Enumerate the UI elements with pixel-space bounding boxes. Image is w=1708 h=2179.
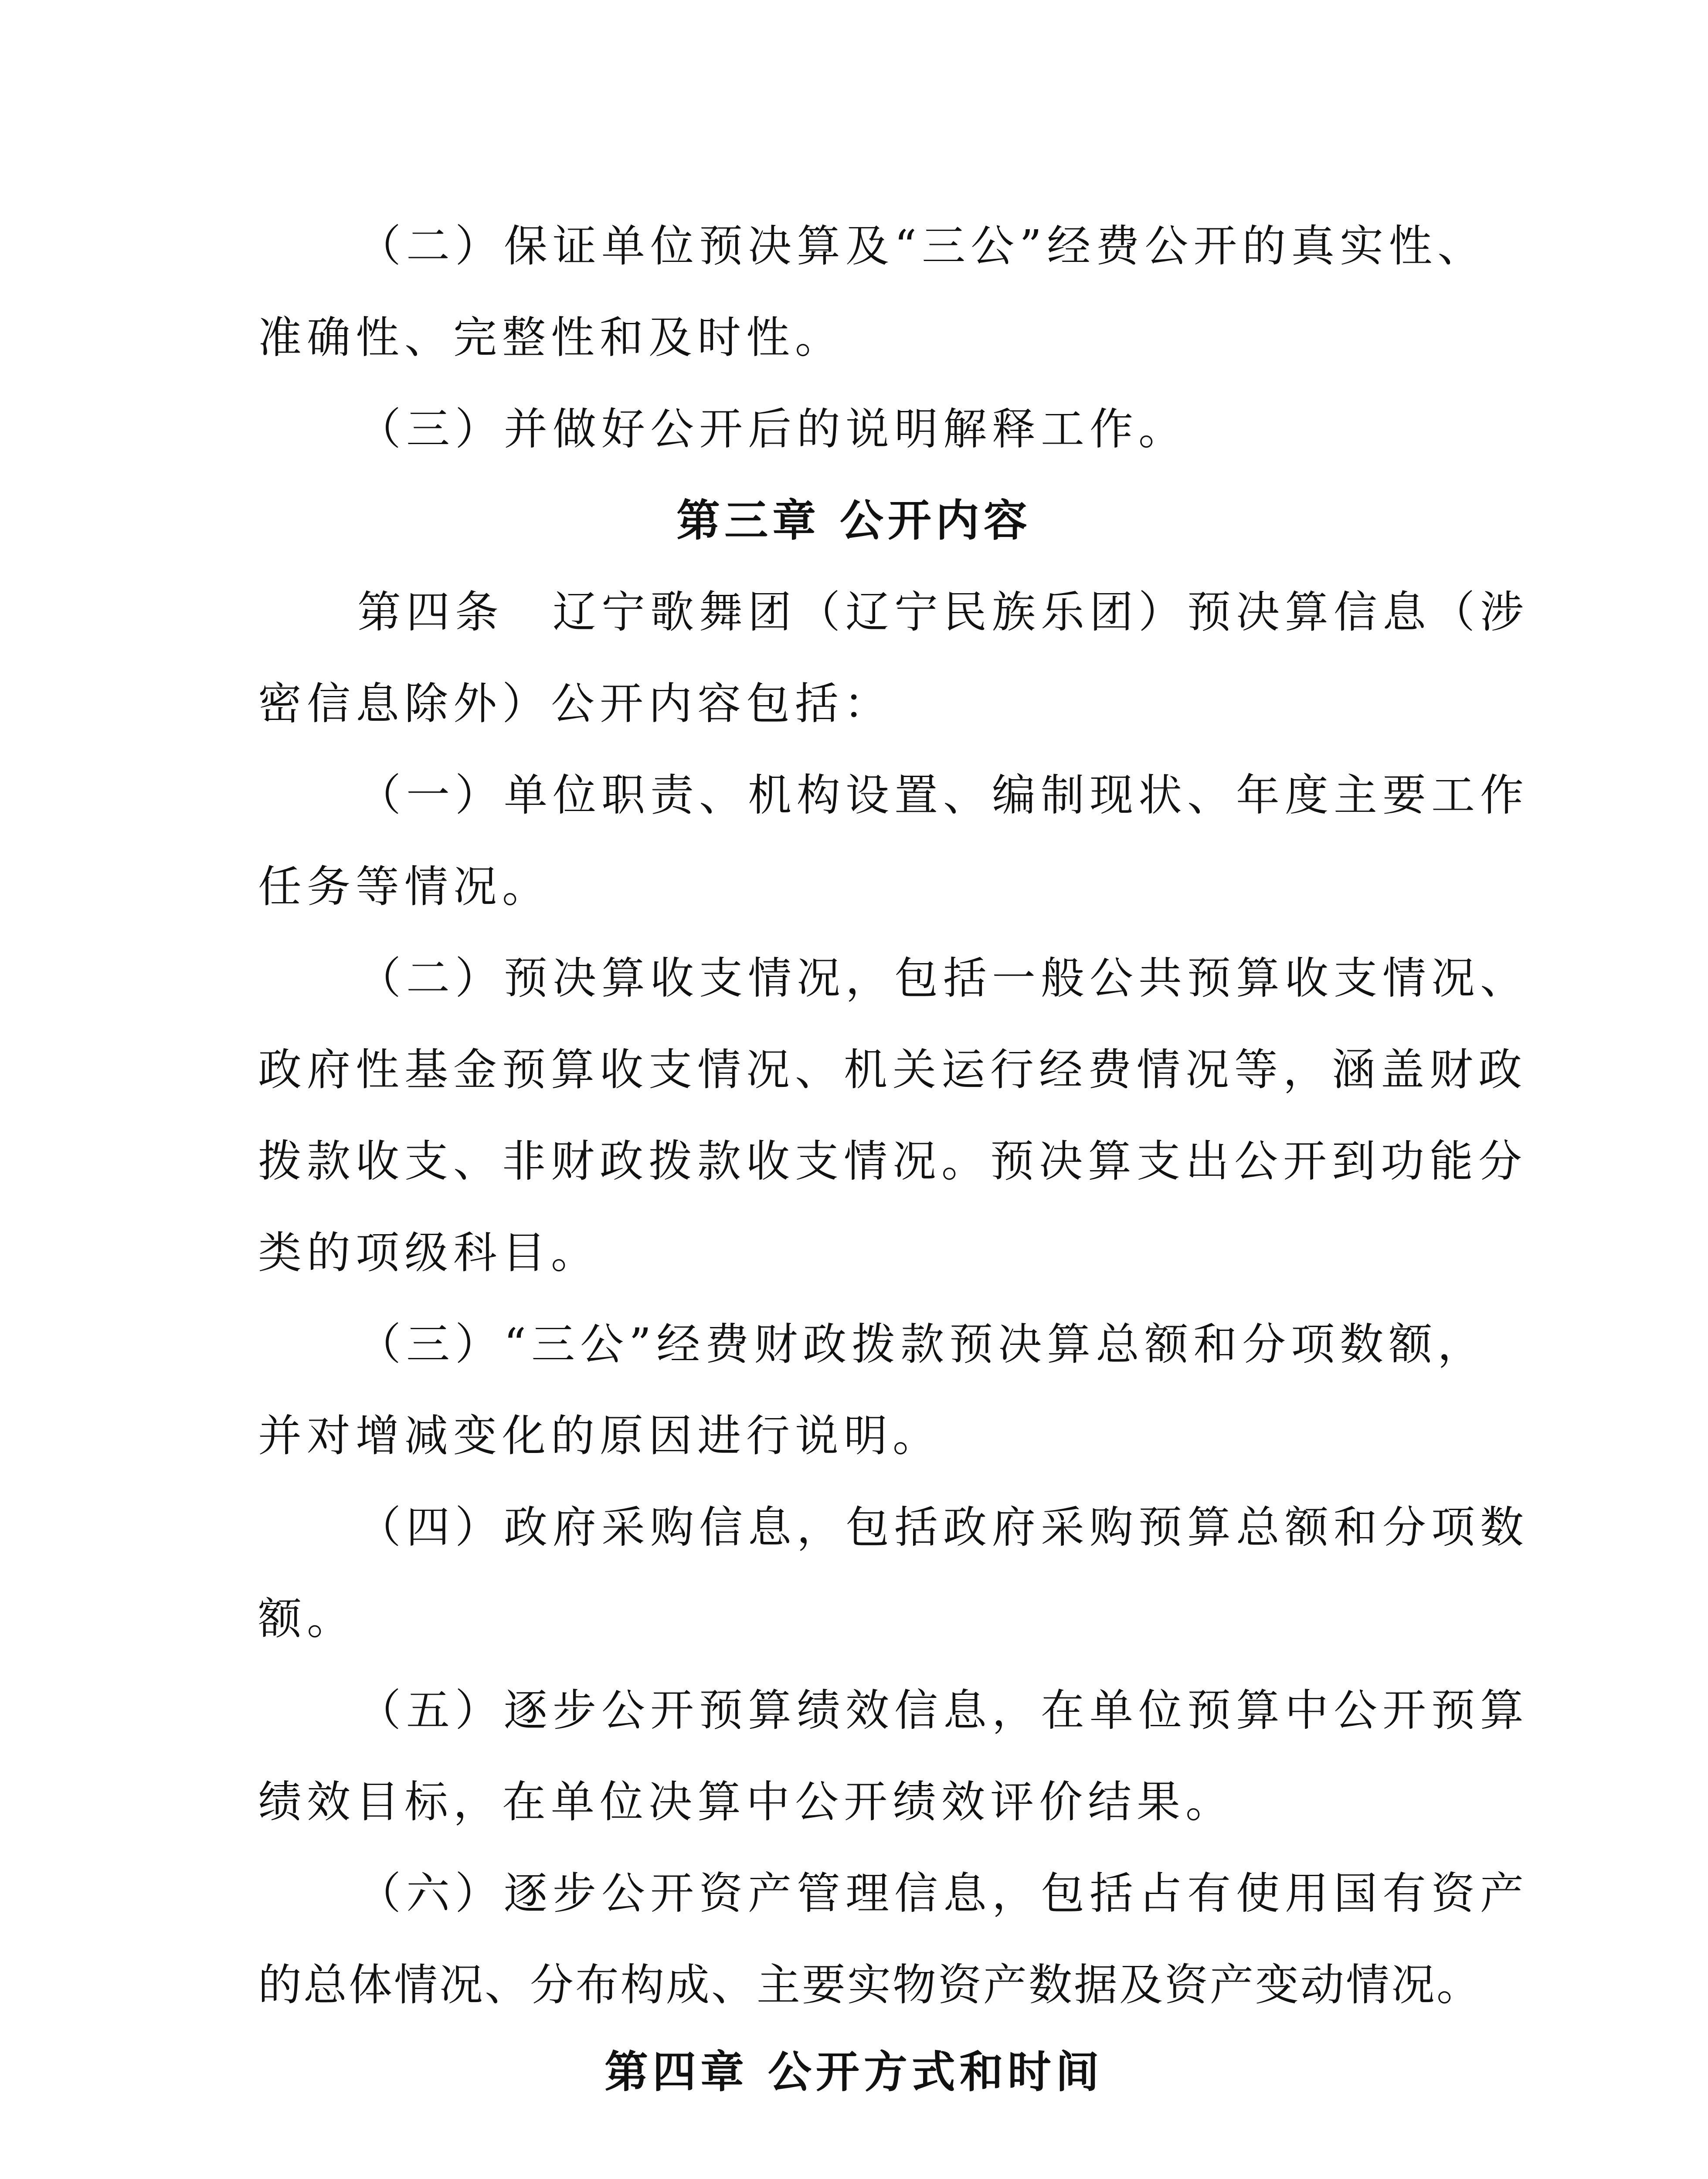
paragraph-line: 绩效目标，在单位决算中公开绩效评价结果。 <box>258 1776 1234 1827</box>
paragraph-line: （六）逐步公开资产管理信息，包括占有使用国有资产 <box>357 1868 1529 1919</box>
paragraph-line: （三）“三公”经费财政拨款预决算总额和分项数额， <box>357 1319 1487 1370</box>
paragraph-line: 额。 <box>258 1593 356 1644</box>
paragraph-line: 准确性、完整性和及时性。 <box>258 312 844 363</box>
paragraph-line: （四）政府采购信息，包括政府采购预算总额和分项数 <box>357 1502 1529 1553</box>
paragraph-line: 并对增减变化的原因进行说明。 <box>258 1410 941 1461</box>
paragraph-line: 任务等情况。 <box>258 861 551 912</box>
chapter-heading: 第三章 公开内容 <box>676 495 1032 546</box>
paragraph-line: 政府性基金预算收支情况、机关运行经费情况等，涵盖财政 <box>258 1044 1527 1095</box>
paragraph-line: 密信息除外）公开内容包括： <box>258 678 893 729</box>
paragraph-line: （五）逐步公开预算绩效信息，在单位预算中公开预算 <box>357 1685 1529 1736</box>
paragraph-line: （三）并做好公开后的说明解释工作。 <box>357 404 1187 455</box>
paragraph-line: 类的项级科目。 <box>258 1227 600 1278</box>
chapter-heading: 第四章 公开方式和时间 <box>604 2047 1104 2098</box>
paragraph-line: （二）预决算收支情况，包括一般公共预算收支情况、 <box>357 953 1529 1004</box>
paragraph-line: （一）单位职责、机构设置、编制现状、年度主要工作 <box>357 770 1529 821</box>
paragraph-line: 拨款收支、非财政拨款收支情况。预决算支出公开到功能分 <box>258 1136 1527 1187</box>
paragraph-line: 第四条 辽宁歌舞团（辽宁民族乐团）预决算信息（涉 <box>357 587 1529 638</box>
paragraph-line: 的总体情况、分布构成、主要实物资产数据及资产变动情况。 <box>258 1959 1482 2010</box>
paragraph-line: （二）保证单位预决算及“三公”经费公开的真实性、 <box>357 221 1487 272</box>
